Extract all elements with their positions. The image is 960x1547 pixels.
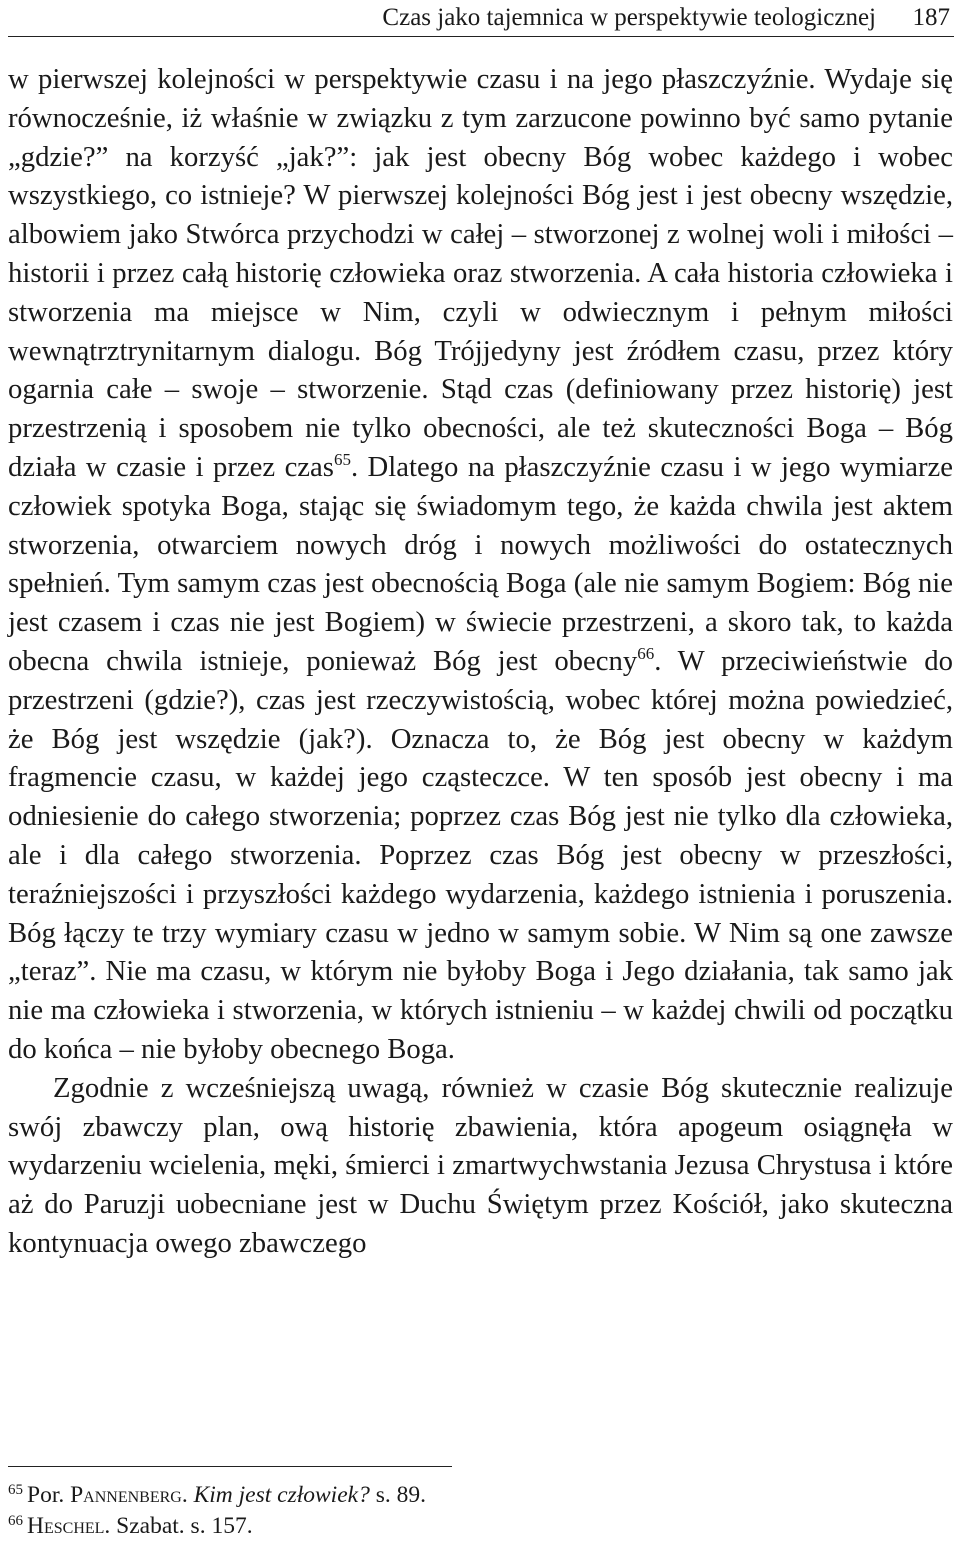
footnote-author: Heschel — [27, 1513, 105, 1539]
footnote-rest: Szabat. s. 157. — [116, 1513, 253, 1539]
footnote-prefix: Por. — [27, 1482, 71, 1508]
footnote-rest: s. 89. — [369, 1482, 426, 1508]
main-text — [8, 60, 953, 1263]
footnote — [8, 1480, 908, 1511]
footnote-number: 66 — [8, 1513, 23, 1529]
footnotes — [8, 1480, 908, 1542]
paragraph: Zgodnie z wcześniejszą uwagą, również w czasie Bóg skutecznie realizuje swój zbawczy plan, ową historię zbawienia, która apogeum osiągnęła w wydarzeniu wcielenia, męki, śmierci i zmartwychwstania Jezusa Chrystusa i które aż do Paruzji uobecniane jest w Duchu Świętym przez Kościół, jako skuteczna kontynuacja owego zbawczego — [8, 1071, 953, 1259]
footnote-author: Pannenberg — [70, 1482, 182, 1508]
footnote-separator-text: . — [104, 1513, 117, 1539]
running-header — [8, 0, 954, 37]
footnote — [8, 1511, 908, 1542]
footnote-number: 65 — [8, 1482, 23, 1498]
paragraph-text: w pierwszej kolejności w perspektywie czasu i na jego płaszczyźnie. Wydaje się równocześnie, iż właśnie w związku z tym zarzucone powinno być samo pytanie „gdzie?” na korzyść „jak?”: jak jest obecny Bóg wobec każdego i wobec wszystkiego, co istnieje? W pierwszej kolejności Bóg jest i jest obecny wszędzie, albowiem jako Stwórca przychodzi w całej – stworzonej z wolnej woli i miłości – historii i przez całą historię człowieka oraz stworzenia. A cała historia człowieka i stworzenia ma miejsce w Nim, czyli w odwiecznym i pełnym miłości wewnątrztrynitarnym dialogu. Bóg Trójjedyny jest źródłem czasu, przez który ogarnia całe – swoje – stworzenie. Stąd czas (definiowany przez historię) jest przestrzenią i sposobem nie tylko obecności, ale też skuteczności Boga – Bóg działa w czasie i przez czas — [8, 63, 953, 483]
footnote-separator-text: . — [181, 1482, 194, 1508]
footnote-title: Kim jest człowiek? — [193, 1482, 370, 1508]
footnote-reference[interactable]: 65 — [333, 449, 351, 469]
paragraph-text: . Dlatego na płaszczyźnie czasu i w jego wymiarze człowiek spotyka Boga, stając się świadomym tego, że każda chwila jest aktem stworzenia, otwarciem nowych dróg i nowych możliwości do ostatecznych spełnień. Tym samym czas jest obecnością Boga (ale nie samym Bogiem: Bóg nie jest czasem i czas nie jest Bogiem) w świecie przestrzeni, a skoro tak, to każda obecna chwila istnieje, ponieważ Bóg jest obecny — [8, 450, 953, 677]
footnote-reference[interactable]: 66 — [637, 643, 655, 663]
footnote-separator — [8, 1466, 452, 1467]
running-title: Czas jako tajemnica w perspektywie teologicznej — [382, 4, 876, 31]
paragraph-text: . W przeciwieństwie do przestrzeni (gdzie?), czas jest rzeczywistością, wobec której można powiedzieć, że Bóg jest wszędzie (jak?). Oznacza to, że Bóg jest obecny w każdym fragmencie czasu, w każdej jego cząsteczce. W ten sposób jest obecny i ma odniesienie do całego stworzenia; poprzez czas Bóg jest nie tylko dla człowieka, ale i dla całego stworzenia. Poprzez czas Bóg jest obecny w przeszłości, teraźniejszości i przyszłości każdego wydarzenia, każdego istnienia i poruszenia. Bóg łączy te trzy wymiary czasu w jedno w samym sobie. W Nim są one zawsze „teraz”. Nie ma czasu, w którym nie byłoby Boga i Jego działania, tak samo jak nie ma człowieka i stworzenia, w których istnieniu – w każdej chwili od początku do końca – nie byłoby obecnego Boga. — [8, 644, 953, 1065]
paragraph — [8, 60, 953, 1069]
page-number: 187 — [912, 4, 950, 31]
